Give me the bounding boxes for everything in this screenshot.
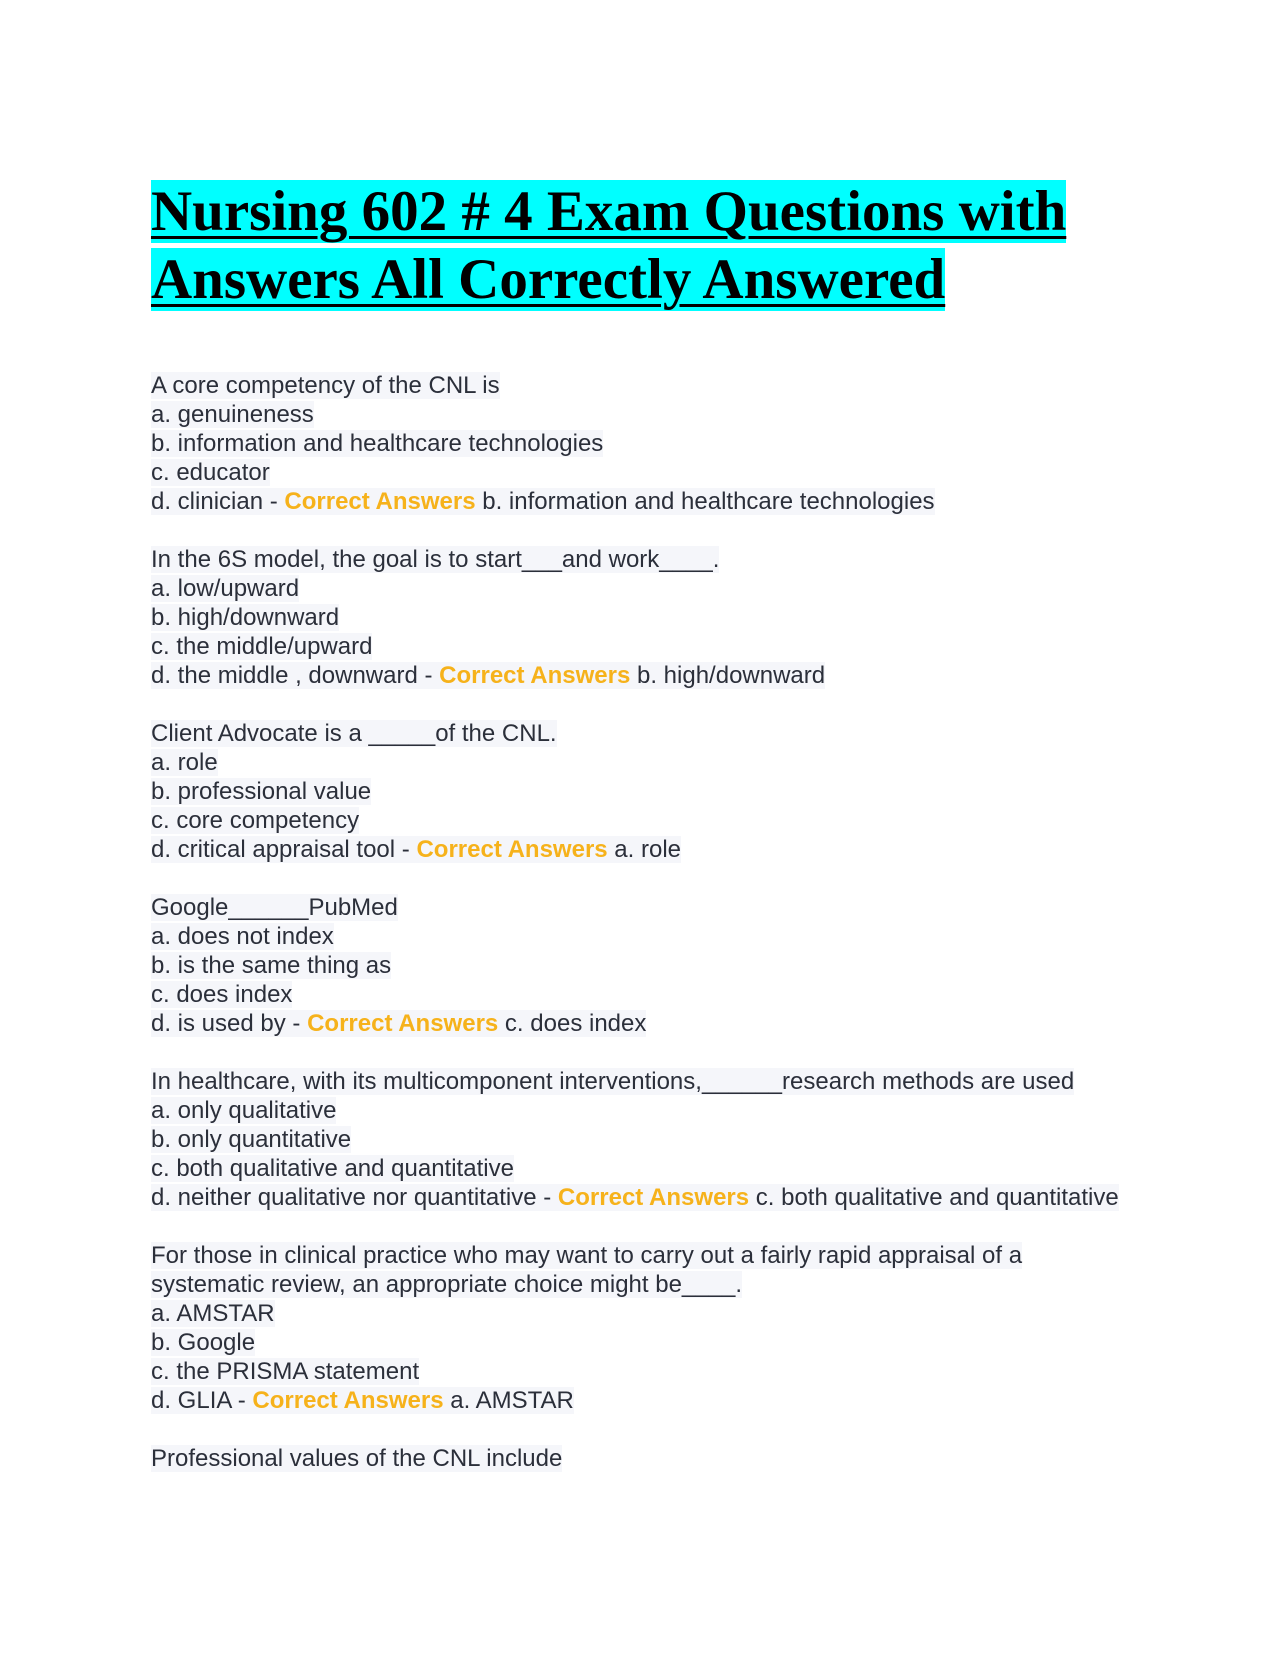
option-b: b. Google <box>151 1329 256 1356</box>
question-list <box>151 371 1131 1473</box>
question-block <box>151 1241 1131 1415</box>
answer-text: b. high/downward <box>630 662 826 689</box>
question-text: A core competency of the CNL is <box>151 372 500 399</box>
option-a: a. low/upward <box>151 575 300 602</box>
correct-answers-tag: Correct Answers <box>416 836 608 863</box>
answer-text: c. does index <box>498 1010 647 1037</box>
option-d: d. GLIA - <box>151 1387 253 1414</box>
option-b: b. high/downward <box>151 604 340 631</box>
option-a: a. AMSTAR <box>151 1300 275 1327</box>
option-a: a. only qualitative <box>151 1097 337 1124</box>
option-d-with-answer <box>151 1009 1131 1038</box>
correct-answers-tag: Correct Answers <box>557 1184 750 1211</box>
option-d-with-answer <box>151 661 1131 690</box>
question-text: For those in clinical practice who may want to carry out a fairly rapid appraisal of a systematic review, an appropriate choice might be____. <box>151 1242 1023 1298</box>
option-c: c. both qualitative and quantitative <box>151 1155 514 1182</box>
option-d-with-answer <box>151 1386 1131 1415</box>
option-b: b. is the same thing as <box>151 952 392 979</box>
option-d-with-answer <box>151 1183 1131 1212</box>
answer-text: c. both qualitative and quantitative <box>749 1184 1119 1211</box>
question-block <box>151 371 1131 516</box>
answer-text: a. AMSTAR <box>443 1387 574 1414</box>
option-c: c. does index <box>151 981 293 1008</box>
option-d-with-answer <box>151 835 1131 864</box>
question-text: In the 6S model, the goal is to start___and work____. <box>151 546 720 573</box>
question-block <box>151 1444 1131 1473</box>
answer-text: b. information and healthcare technologies <box>475 488 935 515</box>
option-d: d. the middle , downward - <box>151 662 440 689</box>
option-b: b. information and healthcare technologies <box>151 430 604 457</box>
option-a: a. does not index <box>151 923 334 950</box>
question-text: Google______PubMed <box>151 894 398 921</box>
option-a: a. role <box>151 749 218 776</box>
option-a: a. genuineness <box>151 401 314 428</box>
option-c: c. educator <box>151 459 270 486</box>
document-page <box>151 178 1131 1502</box>
option-d: d. critical appraisal tool - <box>151 836 417 863</box>
question-text: Professional values of the CNL include <box>151 1445 563 1472</box>
correct-answers-tag: Correct Answers <box>439 662 631 689</box>
option-c: c. the PRISMA statement <box>151 1358 420 1385</box>
option-d: d. is used by - <box>151 1010 308 1037</box>
option-c: c. core competency <box>151 807 360 834</box>
option-b: b. only quantitative <box>151 1126 352 1153</box>
option-d: d. neither qualitative nor quantitative - <box>151 1184 558 1211</box>
correct-answers-tag: Correct Answers <box>284 488 476 515</box>
option-d-with-answer <box>151 487 1131 516</box>
question-block <box>151 545 1131 690</box>
document-title: Nursing 602 # 4 Exam Questions with Answers All Correctly Answered <box>151 180 1067 311</box>
correct-answers-tag: Correct Answers <box>307 1010 499 1037</box>
question-text: Client Advocate is a _____of the CNL. <box>151 720 557 747</box>
question-text: In healthcare, with its multicomponent interventions,______research methods are used <box>151 1068 1075 1095</box>
option-d: d. clinician - <box>151 488 285 515</box>
option-c: c. the middle/upward <box>151 633 373 660</box>
question-block <box>151 1067 1131 1212</box>
correct-answers-tag: Correct Answers <box>252 1387 444 1414</box>
answer-text: a. role <box>607 836 682 863</box>
question-block <box>151 893 1131 1038</box>
option-b: b. professional value <box>151 778 372 805</box>
question-block <box>151 719 1131 864</box>
